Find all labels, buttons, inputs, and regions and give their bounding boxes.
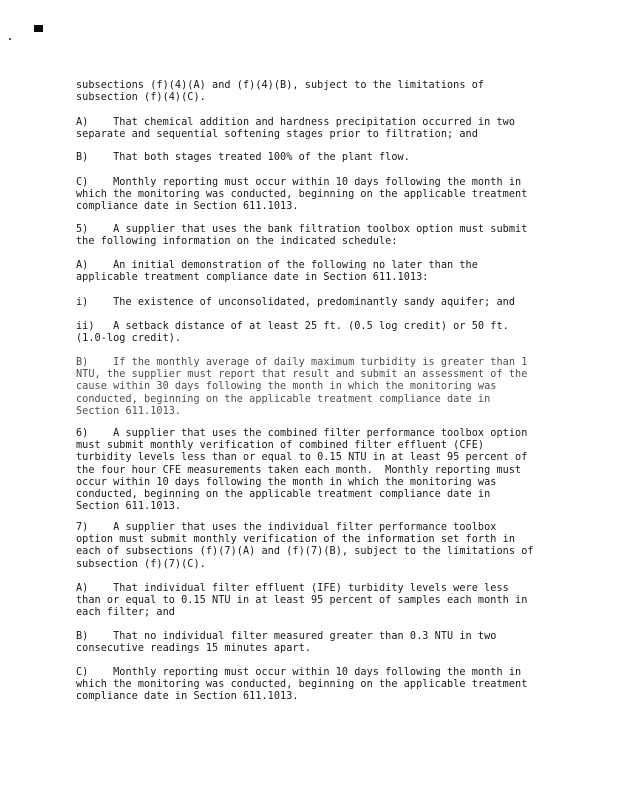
- scan-artifact-mark: [34, 25, 43, 32]
- paragraph-7a: A) That individual filter effluent (IFE) turbidity levels were less than or equal to 0.15 NTU in at least 95 percent of samples each month in each filter; and: [76, 583, 534, 619]
- paragraph-5b: B) If the monthly average of daily maximum turbidity is greater than 1 NTU, the supplier must report that result and submit an assessment of the cause within 30 days following the month in which the monitoring was conducted, beginning on the applicable treatment compliance date in Section 611.1013.: [76, 357, 534, 417]
- paragraph-4c: C) Monthly reporting must occur within 10 days following the month in which the monitoring was conducted, beginning on the applicable treatment compliance date in Section 611.1013.: [76, 177, 534, 213]
- scan-speck: [9, 38, 11, 40]
- paragraph-5: 5) A supplier that uses the bank filtration toolbox option must submit the following information on the indicated schedule:: [76, 224, 534, 248]
- paragraph-7b: B) That no individual filter measured greater than 0.3 NTU in two consecutive readings 15 minutes apart.: [76, 631, 503, 655]
- paragraph-5a-i: i) The existence of unconsolidated, predominantly sandy aquifer; and: [76, 297, 516, 308]
- paragraph-subsection-intro: subsections (f)(4)(A) and (f)(4)(B), subject to the limitations of subsection (f)(4)(C).: [76, 80, 491, 104]
- paragraph-5a: A) An initial demonstration of the following no later than the applicable treatment compliance date in Section 611.1013:: [76, 260, 485, 284]
- paragraph-6: 6) A supplier that uses the combined filter performance toolbox option must submit monthly verification of combined filter effluent (CFE) turbidity levels less than or equal to 0.15 NTU in at least 95 percent of the four hour CFE measurements taken each month. Monthly reporting must occur within 10 days following the month in which the monitoring was conducted, beginning on the applicable treatment compliance date in Section 611.1013.: [76, 428, 534, 513]
- paragraph-7: 7) A supplier that uses the individual filter performance toolbox option must submit monthly verification of the information set forth in each of subsections (f)(7)(A) and (f)(7)(B), subject to the limitations of subsection (f)(7)(C).: [76, 522, 540, 570]
- paragraph-5a-ii: ii) A setback distance of at least 25 ft. (0.5 log credit) or 50 ft. (1.0-log credit).: [76, 321, 516, 345]
- paragraph-4b: B) That both stages treated 100% of the plant flow.: [76, 152, 410, 163]
- paragraph-7c: C) Monthly reporting must occur within 10 days following the month in which the monitoring was conducted, beginning on the applicable treatment compliance date in Section 611.1013.: [76, 667, 534, 703]
- paragraph-4a: A) That chemical addition and hardness precipitation occurred in two separate and sequential softening stages prior to filtration; and: [76, 117, 522, 141]
